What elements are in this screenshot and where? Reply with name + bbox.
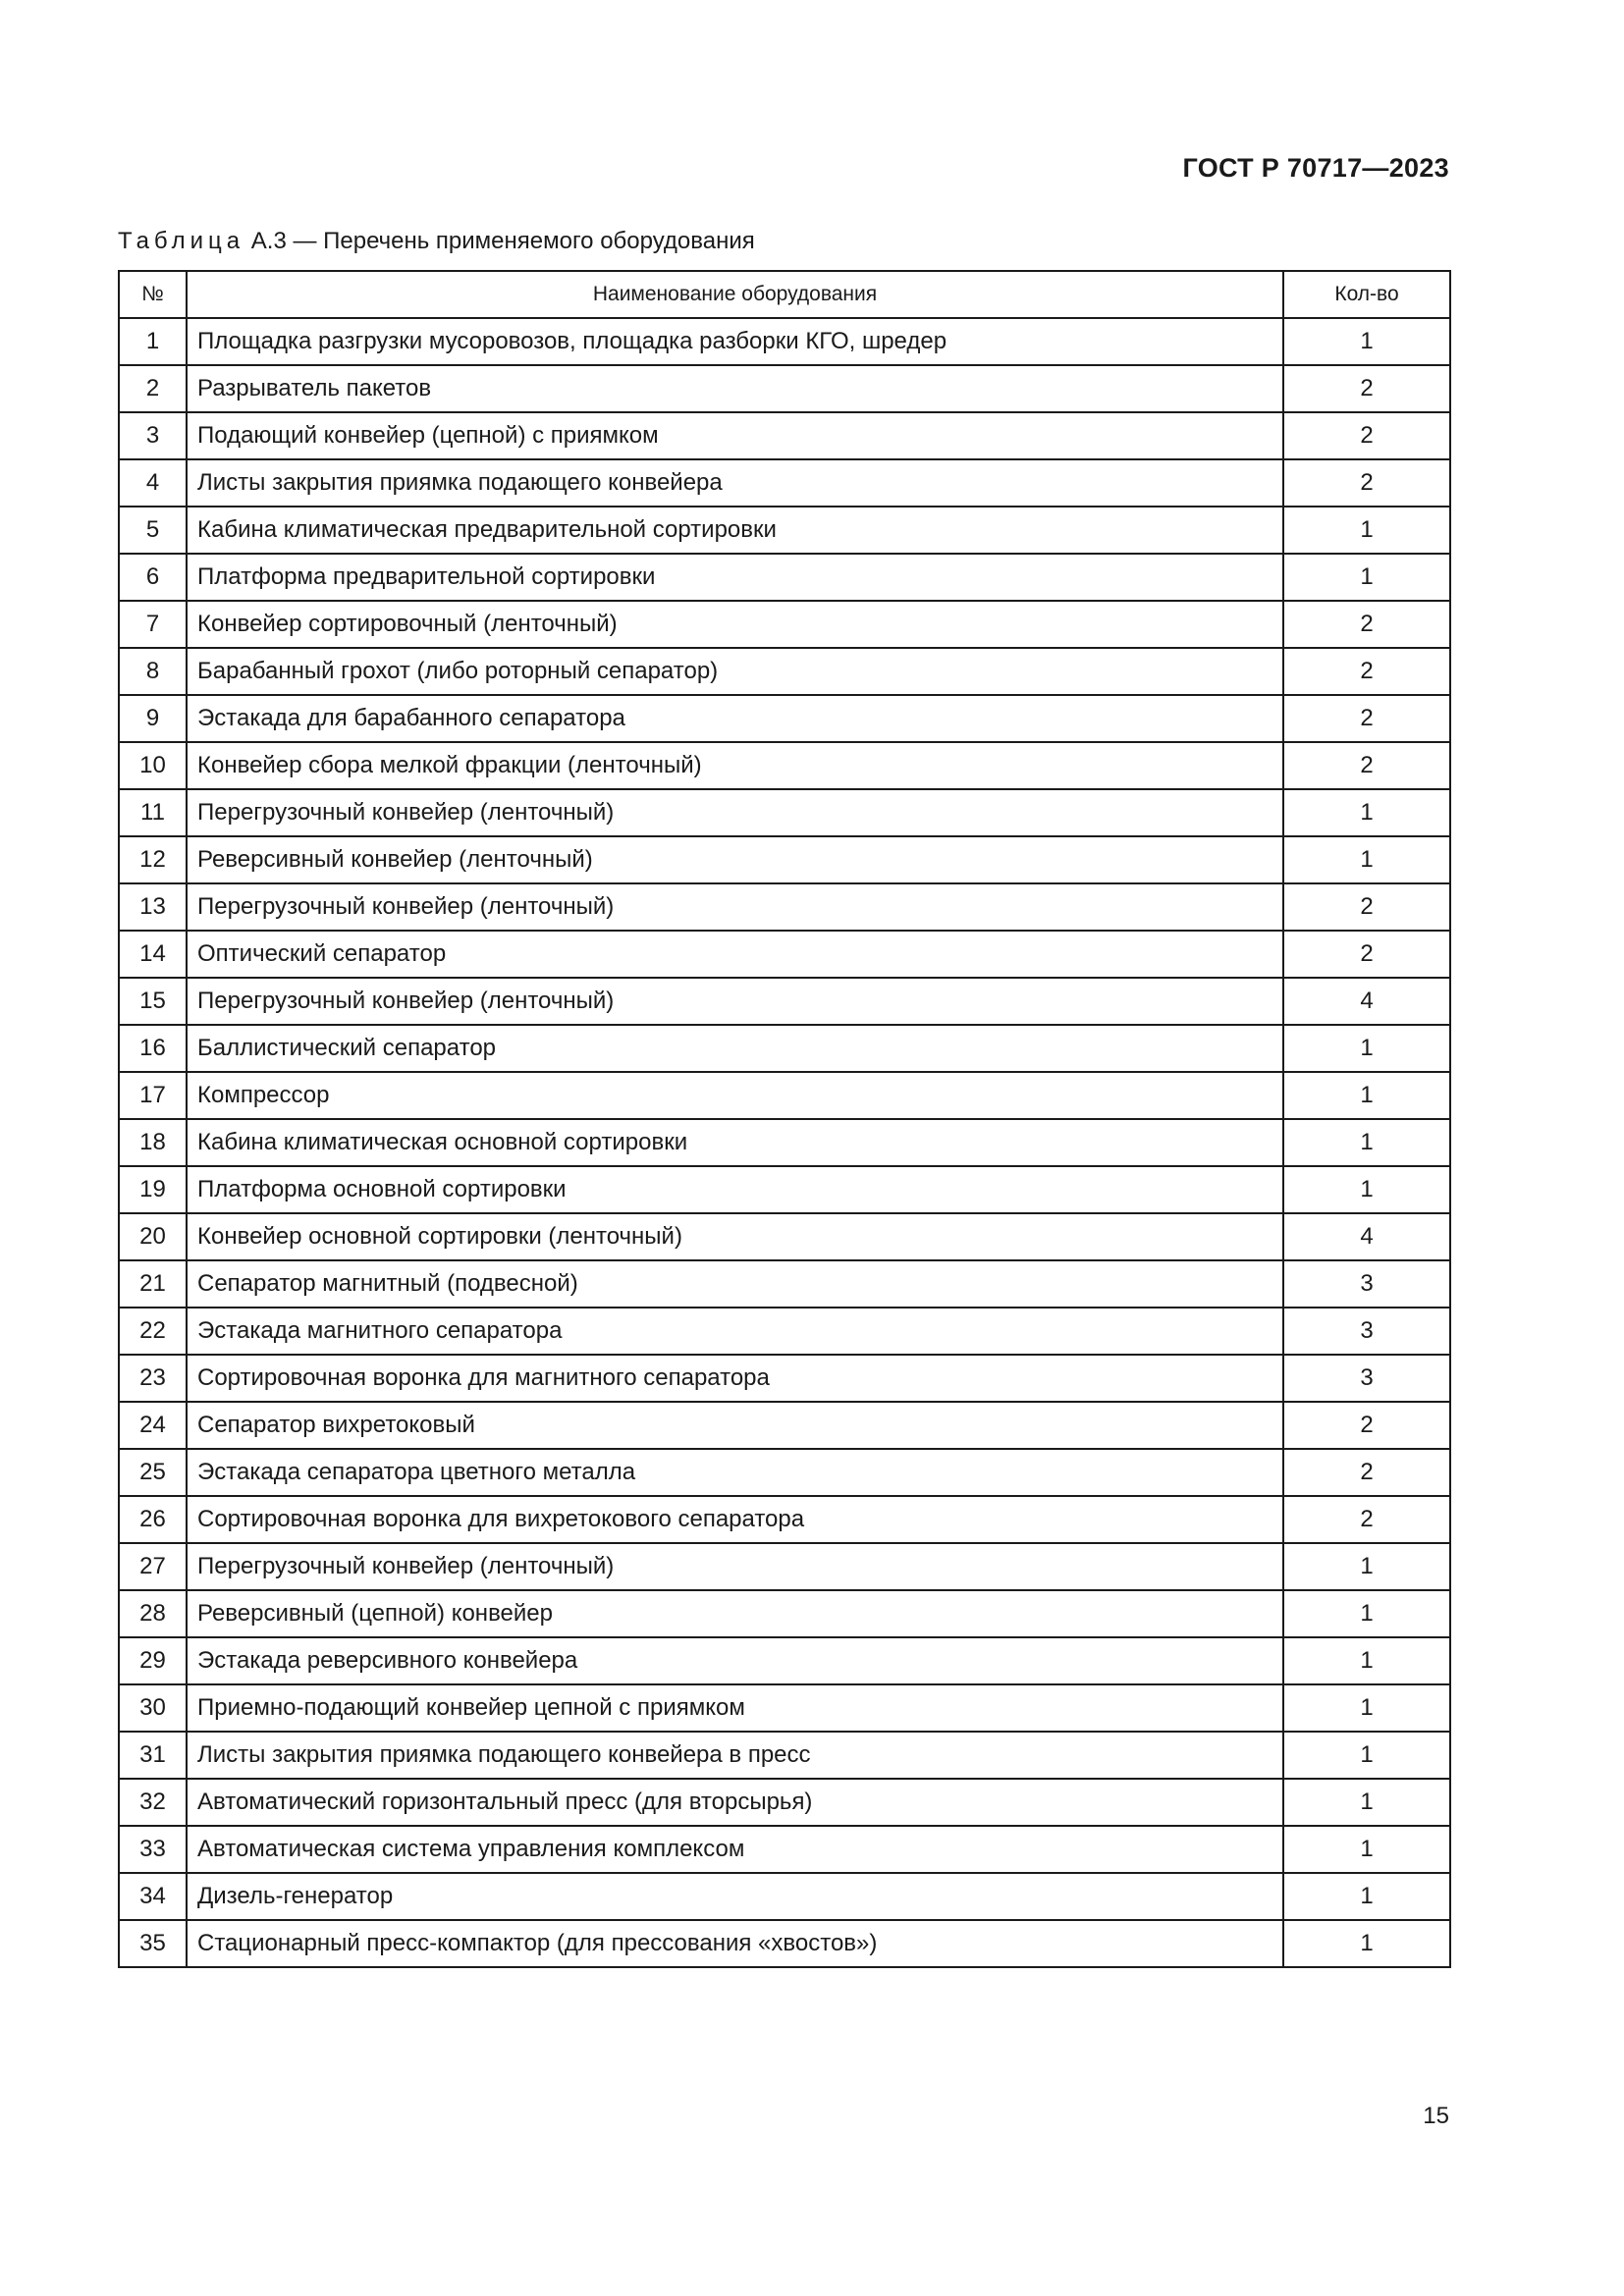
document-code: ГОСТ Р 70717—2023 [1182, 153, 1449, 183]
table-row [119, 1025, 1450, 1072]
row-number: 22 [119, 1308, 187, 1355]
row-number: 1 [119, 318, 187, 365]
table-row [119, 1779, 1450, 1826]
table-row [119, 554, 1450, 601]
row-number: 33 [119, 1826, 187, 1873]
table-row [119, 318, 1450, 365]
column-header-quantity: Кол-во [1283, 271, 1450, 318]
equipment-name: Баллистический сепаратор [187, 1025, 1283, 1072]
equipment-name: Площадка разгрузки мусоровозов, площадка разборки КГО, шредер [187, 318, 1283, 365]
row-number: 12 [119, 836, 187, 883]
equipment-quantity: 1 [1283, 1873, 1450, 1920]
equipment-name: Автоматический горизонтальный пресс (для вторсырья) [187, 1779, 1283, 1826]
equipment-quantity: 2 [1283, 883, 1450, 931]
equipment-name: Стационарный пресс-компактор (для прессования «хвостов») [187, 1920, 1283, 1967]
equipment-quantity: 1 [1283, 1826, 1450, 1873]
table-row [119, 1260, 1450, 1308]
row-number: 3 [119, 412, 187, 459]
row-number: 35 [119, 1920, 187, 1967]
row-number: 29 [119, 1637, 187, 1684]
row-number: 11 [119, 789, 187, 836]
equipment-name: Перегрузочный конвейер (ленточный) [187, 789, 1283, 836]
equipment-quantity: 2 [1283, 1402, 1450, 1449]
table-row [119, 1355, 1450, 1402]
table-row [119, 1213, 1450, 1260]
table-row [119, 459, 1450, 507]
equipment-quantity: 1 [1283, 1025, 1450, 1072]
row-number: 5 [119, 507, 187, 554]
equipment-quantity: 1 [1283, 1920, 1450, 1967]
table-row [119, 1402, 1450, 1449]
equipment-quantity: 2 [1283, 601, 1450, 648]
equipment-name: Конвейер основной сортировки (ленточный) [187, 1213, 1283, 1260]
table-caption [118, 228, 755, 255]
equipment-quantity: 2 [1283, 695, 1450, 742]
equipment-name: Листы закрытия приямка подающего конвейера [187, 459, 1283, 507]
equipment-quantity: 2 [1283, 742, 1450, 789]
table-row [119, 1873, 1450, 1920]
equipment-name: Эстакада для барабанного сепаратора [187, 695, 1283, 742]
table-row [119, 789, 1450, 836]
table-row [119, 601, 1450, 648]
equipment-quantity: 1 [1283, 1072, 1450, 1119]
table-row [119, 507, 1450, 554]
row-number: 16 [119, 1025, 187, 1072]
equipment-quantity: 2 [1283, 1496, 1450, 1543]
equipment-name: Сортировочная воронка для вихретокового сепаратора [187, 1496, 1283, 1543]
table-row [119, 1920, 1450, 1967]
table-row [119, 1826, 1450, 1873]
table-row [119, 365, 1450, 412]
equipment-quantity: 4 [1283, 1213, 1450, 1260]
equipment-quantity: 3 [1283, 1355, 1450, 1402]
equipment-name: Сортировочная воронка для магнитного сепаратора [187, 1355, 1283, 1402]
equipment-name: Реверсивный конвейер (ленточный) [187, 836, 1283, 883]
column-header-name: Наименование оборудования [187, 271, 1283, 318]
equipment-name: Кабина климатическая основной сортировки [187, 1119, 1283, 1166]
equipment-quantity: 1 [1283, 1684, 1450, 1732]
row-number: 21 [119, 1260, 187, 1308]
table-caption-prefix: Таблица [118, 228, 245, 254]
equipment-quantity: 3 [1283, 1260, 1450, 1308]
equipment-quantity: 1 [1283, 836, 1450, 883]
table-row [119, 1496, 1450, 1543]
equipment-quantity: 1 [1283, 1590, 1450, 1637]
equipment-quantity: 1 [1283, 318, 1450, 365]
equipment-quantity: 1 [1283, 1166, 1450, 1213]
equipment-quantity: 2 [1283, 365, 1450, 412]
table-row [119, 931, 1450, 978]
equipment-name: Оптический сепаратор [187, 931, 1283, 978]
table-row [119, 412, 1450, 459]
equipment-quantity: 1 [1283, 1779, 1450, 1826]
row-number: 31 [119, 1732, 187, 1779]
table-row [119, 1590, 1450, 1637]
row-number: 27 [119, 1543, 187, 1590]
equipment-name: Перегрузочный конвейер (ленточный) [187, 883, 1283, 931]
equipment-quantity: 4 [1283, 978, 1450, 1025]
row-number: 15 [119, 978, 187, 1025]
table-header-row [119, 271, 1450, 318]
row-number: 24 [119, 1402, 187, 1449]
equipment-quantity: 1 [1283, 554, 1450, 601]
equipment-name: Барабанный грохот (либо роторный сепаратор) [187, 648, 1283, 695]
equipment-quantity: 2 [1283, 648, 1450, 695]
equipment-quantity: 2 [1283, 412, 1450, 459]
table-row [119, 1166, 1450, 1213]
table-row [119, 742, 1450, 789]
table-row [119, 978, 1450, 1025]
equipment-quantity: 2 [1283, 459, 1450, 507]
equipment-name: Конвейер сбора мелкой фракции (ленточный) [187, 742, 1283, 789]
table-row [119, 648, 1450, 695]
equipment-quantity: 1 [1283, 1732, 1450, 1779]
row-number: 8 [119, 648, 187, 695]
column-header-number: № [119, 271, 187, 318]
row-number: 14 [119, 931, 187, 978]
equipment-name: Сепаратор вихретоковый [187, 1402, 1283, 1449]
table-row [119, 1308, 1450, 1355]
equipment-name: Разрыватель пакетов [187, 365, 1283, 412]
row-number: 34 [119, 1873, 187, 1920]
table-row [119, 1119, 1450, 1166]
equipment-quantity: 1 [1283, 1543, 1450, 1590]
equipment-name: Эстакада реверсивного конвейера [187, 1637, 1283, 1684]
table-body [119, 318, 1450, 1967]
row-number: 26 [119, 1496, 187, 1543]
equipment-quantity: 2 [1283, 931, 1450, 978]
row-number: 6 [119, 554, 187, 601]
row-number: 30 [119, 1684, 187, 1732]
equipment-name: Компрессор [187, 1072, 1283, 1119]
equipment-name: Кабина климатическая предварительной сортировки [187, 507, 1283, 554]
table-row [119, 1449, 1450, 1496]
table-row [119, 1637, 1450, 1684]
equipment-name: Автоматическая система управления комплексом [187, 1826, 1283, 1873]
row-number: 23 [119, 1355, 187, 1402]
equipment-table [118, 270, 1451, 1968]
row-number: 28 [119, 1590, 187, 1637]
equipment-name: Реверсивный (цепной) конвейер [187, 1590, 1283, 1637]
equipment-name: Подающий конвейер (цепной) с приямком [187, 412, 1283, 459]
equipment-name: Эстакада магнитного сепаратора [187, 1308, 1283, 1355]
row-number: 25 [119, 1449, 187, 1496]
row-number: 32 [119, 1779, 187, 1826]
table-caption-title: А.3 — Перечень применяемого оборудования [244, 228, 755, 254]
equipment-name: Эстакада сепаратора цветного металла [187, 1449, 1283, 1496]
row-number: 18 [119, 1119, 187, 1166]
table-row [119, 1684, 1450, 1732]
table-row [119, 1543, 1450, 1590]
row-number: 7 [119, 601, 187, 648]
equipment-name: Платформа основной сортировки [187, 1166, 1283, 1213]
row-number: 17 [119, 1072, 187, 1119]
row-number: 20 [119, 1213, 187, 1260]
equipment-name: Приемно-подающий конвейер цепной с приямком [187, 1684, 1283, 1732]
row-number: 9 [119, 695, 187, 742]
row-number: 19 [119, 1166, 187, 1213]
equipment-name: Платформа предварительной сортировки [187, 554, 1283, 601]
page-number: 15 [1423, 2103, 1449, 2129]
equipment-quantity: 1 [1283, 1119, 1450, 1166]
row-number: 10 [119, 742, 187, 789]
equipment-quantity: 1 [1283, 789, 1450, 836]
table-row [119, 695, 1450, 742]
table-row [119, 883, 1450, 931]
equipment-name: Сепаратор магнитный (подвесной) [187, 1260, 1283, 1308]
row-number: 4 [119, 459, 187, 507]
row-number: 2 [119, 365, 187, 412]
equipment-name: Листы закрытия приямка подающего конвейера в пресс [187, 1732, 1283, 1779]
table-row [119, 836, 1450, 883]
equipment-quantity: 1 [1283, 1637, 1450, 1684]
equipment-quantity: 2 [1283, 1449, 1450, 1496]
table-row [119, 1732, 1450, 1779]
equipment-name: Дизель-генератор [187, 1873, 1283, 1920]
equipment-name: Перегрузочный конвейер (ленточный) [187, 1543, 1283, 1590]
equipment-quantity: 1 [1283, 507, 1450, 554]
equipment-name: Конвейер сортировочный (ленточный) [187, 601, 1283, 648]
equipment-quantity: 3 [1283, 1308, 1450, 1355]
row-number: 13 [119, 883, 187, 931]
equipment-name: Перегрузочный конвейер (ленточный) [187, 978, 1283, 1025]
table-row [119, 1072, 1450, 1119]
